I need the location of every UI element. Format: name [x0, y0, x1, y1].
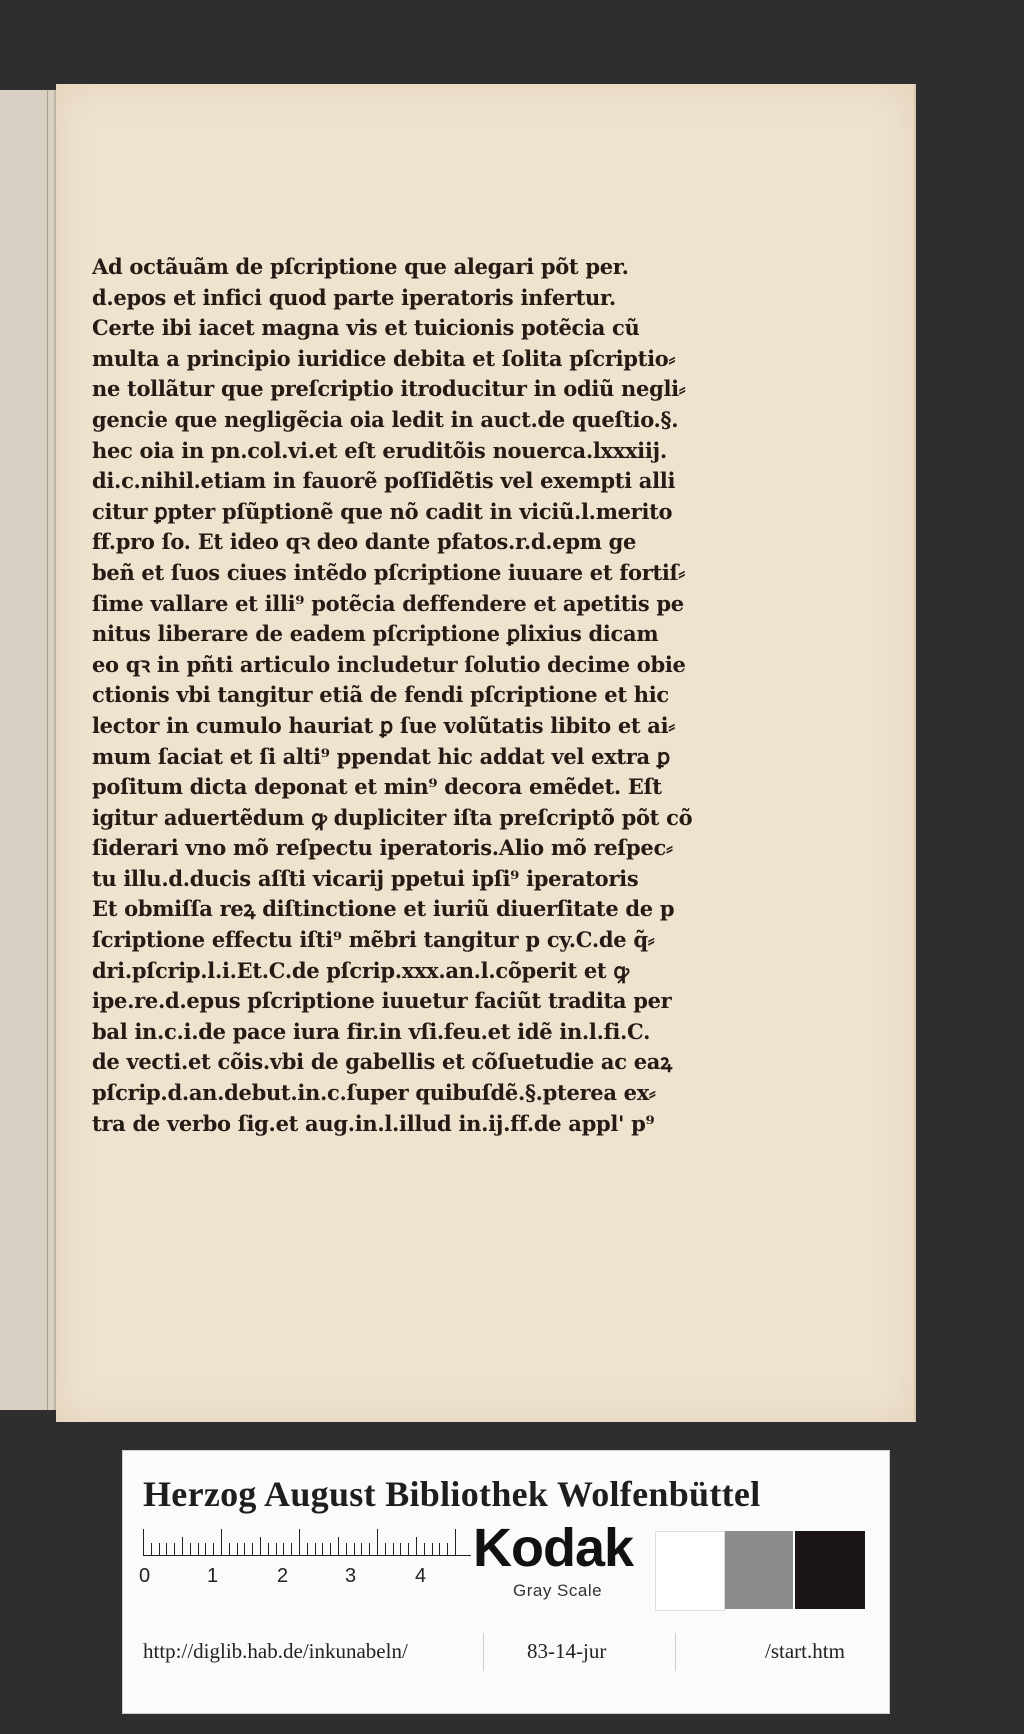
ruler-tick — [252, 1543, 253, 1555]
text-line: ſiderari vno mõ reſpectu iperatoris.Alio mõ reſpec⸗ — [92, 835, 673, 861]
ruler-tick — [260, 1537, 261, 1555]
ruler-tick — [166, 1543, 167, 1555]
ruler-tick — [159, 1543, 160, 1555]
text-line: gencie que negligẽcia oia ledit in auct.de queſtio.§. — [92, 406, 679, 432]
text-line: ipe.re.d.epus pſcriptione iuuetur faciũt tradita per — [92, 988, 672, 1014]
text-line: hec oia in pn.col.vi.et eſt eruditõis nouerca.lxxxiij. — [92, 437, 667, 463]
ruler-tick — [330, 1543, 331, 1555]
ruler-tick — [338, 1537, 339, 1555]
library-name: Herzog August Bibliothek Wolfenbüttel — [143, 1474, 761, 1514]
ruler-tick — [276, 1543, 277, 1555]
text-line: eo qꝛ in pñti articulo includetur ſolutio decime obie — [92, 651, 686, 677]
text-line: pſcrip.d.an.debut.in.c.ſuper quibuſdẽ.§.pterea ex⸗ — [92, 1080, 656, 1106]
text-line: Ad octãuãm de pſcriptione que alegari põt per. — [92, 254, 629, 279]
ruler-tick — [354, 1543, 355, 1555]
text-line: tra de verbo ſig.et aug.in.l.illud in.ij.ff.de appl' p⁹ — [92, 1110, 655, 1136]
page-edge-line — [47, 90, 48, 1410]
ruler-tick — [315, 1543, 316, 1555]
facing-page-edge — [0, 90, 56, 1410]
ruler-tick — [424, 1543, 425, 1555]
ruler-tick — [268, 1543, 269, 1555]
text-line: nitus liberare de eadem pſcriptione ꝑlixius dicam — [92, 621, 659, 647]
text-line: igitur aduertẽdum ꝙ dupliciter iſta preſcriptõ põt cõ — [92, 804, 693, 830]
ruler-tick — [346, 1543, 347, 1555]
ruler-tick — [174, 1543, 175, 1555]
ruler-tick — [299, 1529, 300, 1555]
ruler-tick — [408, 1543, 409, 1555]
ruler-tick — [229, 1543, 230, 1555]
text-line: ctionis vbi tangitur etiã de fendi pſcriptione et hic — [92, 682, 669, 708]
ruler-tick — [291, 1543, 292, 1555]
gray-scale-caption: Gray Scale — [513, 1581, 603, 1600]
text-line: multa a principio iuridice debita et ſolita pſcriptio⸗ — [92, 345, 676, 371]
ruler-number: 1 — [207, 1565, 219, 1587]
ruler-tick — [143, 1529, 144, 1555]
text-line: beñ et ſuos ciues intẽdo pſcriptione iuuare et fortiſ⸗ — [92, 559, 685, 585]
divider — [483, 1633, 484, 1671]
text-line: bal in.c.i.de pace iura fir.in vſi.feu.et idẽ in.l.fi.C. — [92, 1018, 651, 1044]
ruler-tick — [205, 1543, 206, 1555]
ruler-tick — [385, 1543, 386, 1555]
scale-ruler — [143, 1527, 471, 1556]
text-line: de vecti.et cõis.vbi de gabellis et cõſuetudie ac eaꝝ — [92, 1049, 672, 1075]
shelfmark: 83-14-jur — [527, 1639, 607, 1663]
text-line: ff.pro ſo. Et ideo qꝛ deo dante pfatos.r.d.epm ge — [92, 529, 637, 555]
ruler-tick — [190, 1543, 191, 1555]
text-line: Et obmiſſa reꝝ diſtinctione et iuriũ diuerſitate de p — [92, 896, 675, 922]
text-line: ſime vallare et illi⁹ potẽcia deffendere et apetitis pe — [92, 590, 684, 616]
ruler-tick — [432, 1543, 433, 1555]
ruler-tick — [244, 1543, 245, 1555]
text-line: citur ꝑpter pſũptionẽ que nõ cadit in viciũ.l.merito — [92, 498, 673, 524]
ruler-tick — [182, 1537, 183, 1555]
text-line: tu illu.d.ducis aſſti vicarij ppetui ipſi⁹ iperatoris — [92, 865, 639, 891]
ruler-tick — [393, 1543, 394, 1555]
ruler-tick — [455, 1529, 456, 1555]
ruler-number: 3 — [345, 1565, 357, 1587]
text-line: mum ſaciat et ſi alti⁹ ppendat hic addat vel extra ꝑ — [92, 743, 670, 769]
text-line: ne tollãtur que preſcriptio itroducitur in odiũ negli⸗ — [92, 376, 686, 402]
ruler-tick — [361, 1543, 362, 1555]
url-suffix: /start.htm — [765, 1639, 845, 1663]
gray-patch — [725, 1531, 793, 1609]
divider — [675, 1633, 676, 1671]
ruler-tick — [307, 1543, 308, 1555]
ruler-tick — [377, 1529, 378, 1555]
ruler-tick — [322, 1543, 323, 1555]
url-prefix: http://diglib.hab.de/inkunabeln/ — [143, 1639, 408, 1663]
ruler-tick — [369, 1543, 370, 1555]
ruler-tick — [237, 1543, 238, 1555]
text-line: dri.pſcrip.l.i.Et.C.de pſcrip.xxx.an.l.cõperit et ꝙ — [92, 957, 629, 983]
text-line: di.c.nihil.etiam in fauorẽ poſſidẽtis vel exempti alli — [92, 468, 676, 494]
ruler-tick — [151, 1543, 152, 1555]
black-patch — [795, 1531, 865, 1609]
kodak-logo: Kodak — [473, 1518, 634, 1578]
url-row — [123, 1627, 889, 1677]
ruler-number: 2 — [277, 1565, 289, 1587]
ruler-tick — [198, 1543, 199, 1555]
ruler-number: 0 — [139, 1565, 151, 1587]
text-line: Certe ibi iacet magna vis et tuicionis potẽcia cũ — [92, 315, 640, 341]
text-line: lector in cumulo hauriat ꝑ ſue volũtatis libito et ai⸗ — [92, 712, 675, 738]
ruler-tick — [416, 1537, 417, 1555]
ruler-tick — [221, 1529, 222, 1555]
text-line: poſitum dicta deponat et min⁹ decora emẽdet. Eſt — [92, 774, 662, 800]
archive-label — [122, 1450, 890, 1714]
text-block — [92, 252, 742, 1139]
ruler-tick — [439, 1543, 440, 1555]
white-patch — [655, 1531, 725, 1611]
ruler-tick — [400, 1543, 401, 1555]
text-line: d.epos et infici quod parte iperatoris infertur. — [92, 284, 616, 310]
book-page — [56, 84, 916, 1422]
ruler-tick — [447, 1543, 448, 1555]
ruler-number: 4 — [415, 1565, 427, 1587]
ruler-tick — [213, 1543, 214, 1555]
ruler-tick — [283, 1543, 284, 1555]
text-line: ſcriptione effectu iſti⁹ mẽbri tangitur p cy.C.de q̃⸗ — [92, 927, 655, 953]
